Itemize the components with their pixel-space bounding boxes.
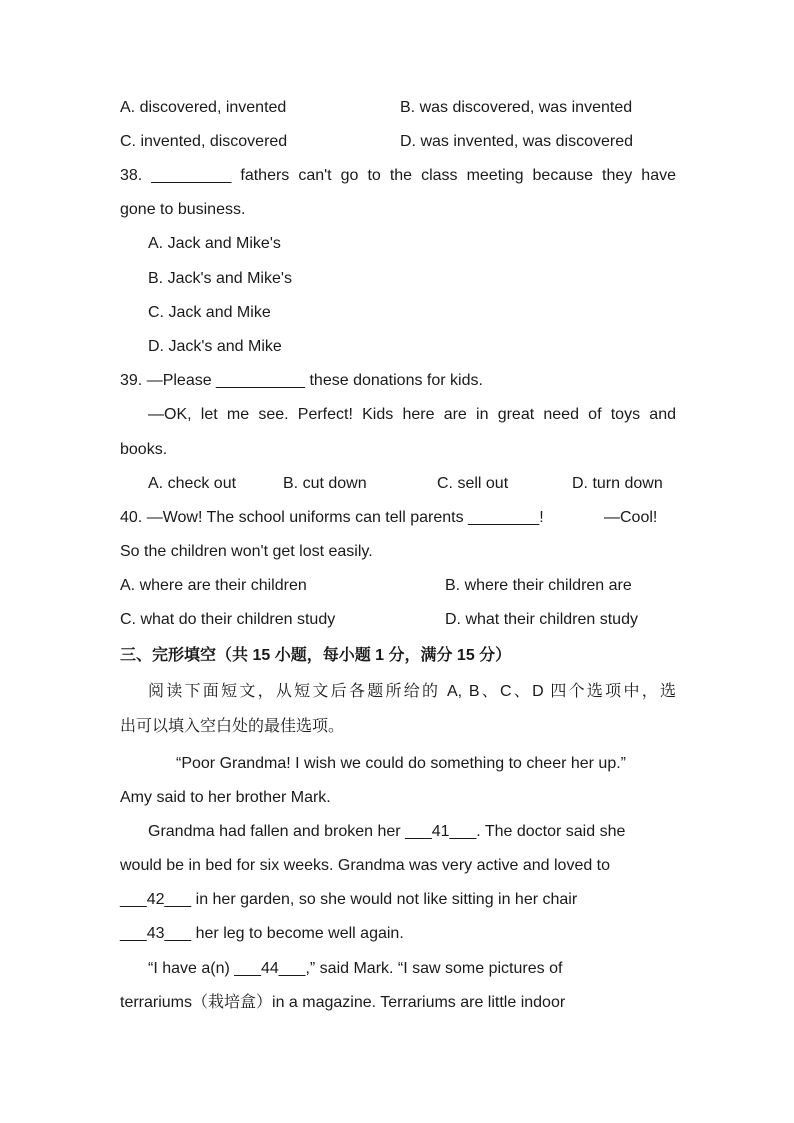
- blank-42: ___42___: [120, 891, 192, 908]
- q39-stem-line-2: —OK, let me see. Perfect! Kids here are in great need of toys and: [148, 406, 676, 423]
- passage-p2-text-b: . The doctor said she: [476, 823, 626, 840]
- q37-option-d: D. was invented, was discovered: [400, 133, 633, 150]
- section-3-instruction-line-1: 阅读下面短文，从短文后各题所给的 A, B、C、D 四个选项中，选: [148, 683, 676, 700]
- q39-option-b: B. cut down: [283, 475, 367, 492]
- passage-p2-text-d: her leg to become well again.: [191, 925, 404, 942]
- q38-option-b: B. Jack's and Mike's: [148, 270, 292, 287]
- q38-stem-line-2: gone to business.: [120, 201, 246, 218]
- q40-stem-line-2: So the children won't get lost easily.: [120, 543, 373, 560]
- passage-p3-line-2: terrariums（栽培盒）in a magazine. Terrariums are little indoor: [120, 994, 566, 1011]
- blank-43: ___43___: [120, 925, 192, 942]
- q38-option-c: C. Jack and Mike: [148, 304, 271, 321]
- passage-p2-line-3: [120, 889, 676, 911]
- q40-stem-line-1: [120, 507, 676, 529]
- passage-p3-line-1: [148, 958, 676, 980]
- q40-stem-part-b: —Cool!: [604, 509, 658, 526]
- passage-p3-text-b: ,” said Mark. “I saw some pictures of: [305, 960, 563, 977]
- q38-option-a: A. Jack and Mike's: [148, 235, 281, 252]
- section-3-heading: 三、完形填空（共 15 小题，每小题 1 分，满分 15 分）: [120, 647, 512, 664]
- q37-options-row-2: [120, 131, 676, 153]
- q39-stem-line-1: 39. —Please __________ these donations for kids.: [120, 372, 483, 389]
- passage-p1-line-1: “Poor Grandma! I wish we could do something to cheer her up.”: [176, 755, 626, 772]
- q39-option-c: C. sell out: [437, 475, 509, 492]
- passage-p2-text-c: in her garden, so she would not like sitting in her chair: [191, 891, 578, 908]
- q39-option-a: A. check out: [148, 475, 237, 492]
- blank-41: ___41___: [405, 823, 477, 840]
- passage-p3-text-a: “I have a(n): [148, 960, 235, 977]
- q40-options-row-1: [120, 575, 676, 597]
- q39-options-row: [148, 473, 676, 495]
- passage-p2-line-4: [120, 923, 676, 945]
- blank-44: ___44___: [234, 960, 306, 977]
- section-3-instruction-line-2: 出可以填入空白处的最佳选项。: [120, 718, 345, 735]
- q37-option-a: A. discovered, invented: [120, 99, 287, 116]
- q37-option-b: B. was discovered, was invented: [400, 99, 633, 116]
- q40-option-d: D. what their children study: [445, 611, 638, 628]
- q39-stem-line-3: books.: [120, 441, 168, 458]
- q38-stem-line-1: 38. _________ fathers can't go to the class meeting because they have: [120, 167, 676, 184]
- q40-option-a: A. where are their children: [120, 577, 307, 594]
- q40-options-row-2: [120, 609, 676, 631]
- passage-p2-line-2: would be in bed for six weeks. Grandma was very active and loved to: [120, 857, 611, 874]
- passage-p1-line-2: Amy said to her brother Mark.: [120, 789, 331, 806]
- q39-option-d: D. turn down: [572, 475, 663, 492]
- q37-option-c: C. invented, discovered: [120, 133, 288, 150]
- passage-p2-line-1: [148, 821, 676, 843]
- passage-p2-text-a: Grandma had fallen and broken her: [148, 823, 406, 840]
- q37-options-row-1: [120, 97, 676, 119]
- q40-option-b: B. where their children are: [445, 577, 632, 594]
- q40-option-c: C. what do their children study: [120, 611, 336, 628]
- q40-stem-part-a: 40. —Wow! The school uniforms can tell parents ________!: [120, 509, 544, 526]
- q38-option-d: D. Jack's and Mike: [148, 338, 282, 355]
